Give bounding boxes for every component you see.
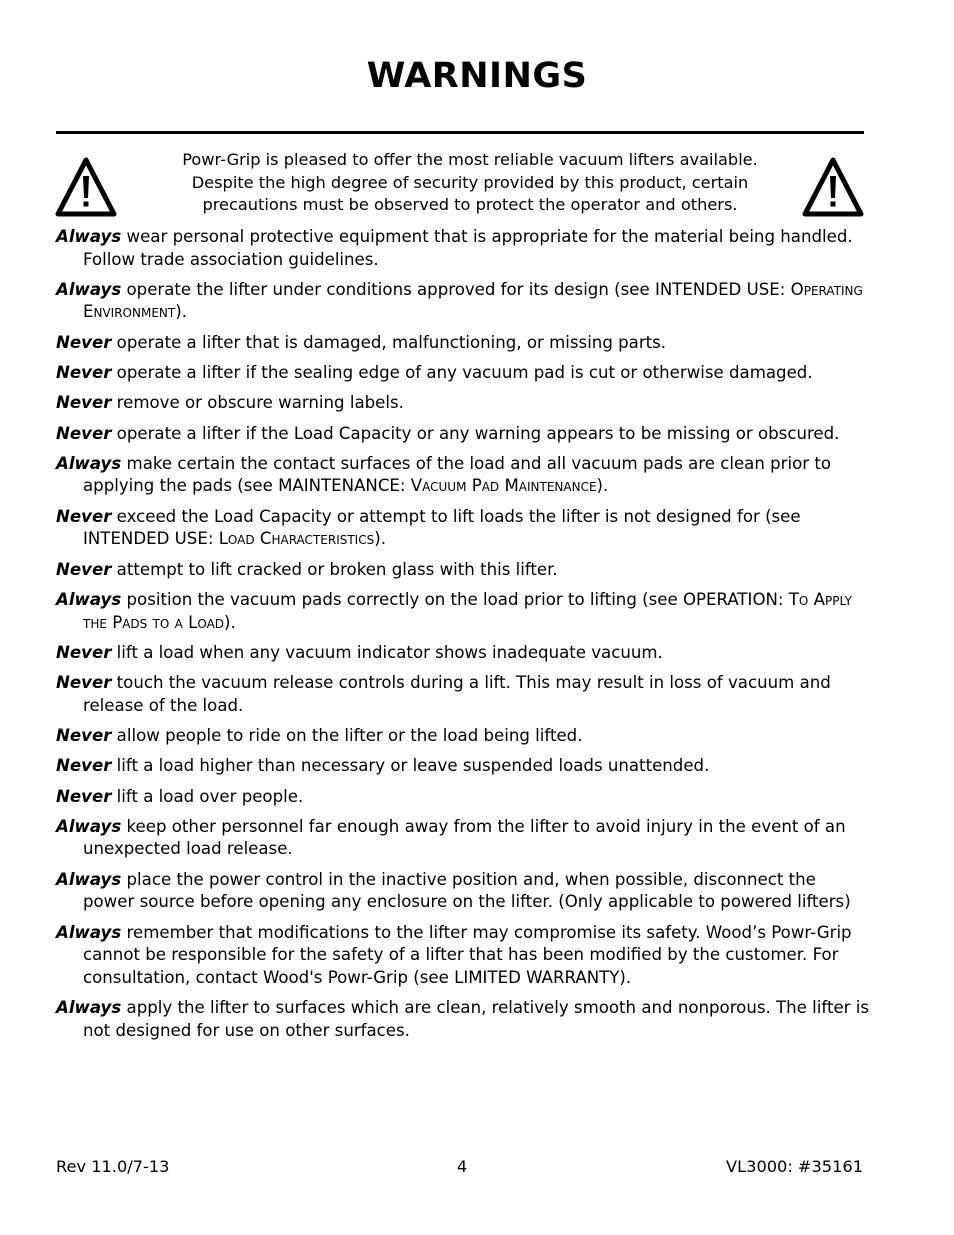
footer-page-number: 4 <box>456 1157 468 1176</box>
warning-keyword: Never <box>56 725 112 745</box>
warning-text: lift a load higher than necessary or leave suspended loads unattended. <box>111 756 710 776</box>
warning-keyword: Never <box>56 363 112 383</box>
warning-item <box>56 755 871 778</box>
warning-item <box>56 589 871 634</box>
warning-text: operate a lifter if the sealing edge of any vacuum pad is cut or otherwise damaged. <box>111 363 813 383</box>
warning-text: touch the vacuum release controls during a lift. This may result in loss of vacuum and release of the load. <box>83 673 831 715</box>
warnings-list <box>56 226 871 1050</box>
warning-keyword: Never <box>56 642 112 662</box>
warning-text: wear personal protective equipment that is appropriate for the material being handled. Follow trade association guidelines. <box>83 227 853 269</box>
warning-text: lift a load when any vacuum indicator shows inadequate vacuum. <box>111 642 663 662</box>
intro-line: precautions must be observed to protect the operator and others. <box>202 195 738 215</box>
warning-keyword: Always <box>56 279 122 299</box>
warning-item <box>56 226 871 271</box>
warning-text-tail: ). <box>596 476 609 496</box>
warning-item <box>56 642 871 665</box>
warning-text: remember that modifications to the lifter may compromise its safety. Wood’s Powr-Grip cannot be responsible for the safety of a lifter that has been modified by the customer. For consultation, contact Wood's Powr-Grip (see LIMITED WARRANTY). <box>83 922 852 987</box>
warning-keyword: Always <box>56 589 122 609</box>
title-divider <box>56 131 864 134</box>
warning-keyword: Never <box>56 423 112 443</box>
warning-keyword: Always <box>56 869 122 889</box>
warning-item <box>56 392 871 415</box>
warning-text: operate the lifter under conditions approved for its design (see INTENDED USE: <box>121 279 791 299</box>
warning-text-tail: ). <box>175 302 187 322</box>
warning-text: make certain the contact surfaces of the load and all vacuum pads are clean prior to applying the pads (see MAINTENANCE: <box>83 453 832 496</box>
warning-text-tail: ). <box>374 529 386 549</box>
warning-item <box>56 922 871 990</box>
warning-text: attempt to lift cracked or broken glass with this lifter. <box>111 559 558 579</box>
warning-item <box>56 332 871 355</box>
intro-statement <box>150 149 790 217</box>
warning-text-tail: ). <box>224 612 236 632</box>
warning-keyword: Never <box>56 673 112 693</box>
warning-text: operate a lifter if the Load Capacity or any warning appears to be missing or obscured. <box>111 423 840 443</box>
warning-keyword: Always <box>56 816 122 836</box>
warning-keyword: Never <box>56 393 112 413</box>
footer-revision: Rev 11.0/7-13 <box>56 1157 170 1176</box>
warning-text: exceed the Load Capacity or attempt to lift loads the lifter is not designed for (see INTENDED USE: <box>83 506 801 549</box>
warning-item <box>56 279 871 324</box>
warning-text: place the power control in the inactive position and, when possible, disconnect the power source before opening any enclosure on the lifter. (Only applicable to powered lifters) <box>83 869 851 912</box>
warning-keyword: Never <box>56 786 112 806</box>
warning-item <box>56 672 871 717</box>
warning-keyword: Never <box>56 559 112 579</box>
warning-keyword: Always <box>56 227 122 246</box>
warning-text: apply the lifter to surfaces which are clean, relatively smooth and nonporous. The lifter is not designed for use on other surfaces. <box>83 998 870 1040</box>
warning-item <box>56 362 871 385</box>
warning-text: remove or obscure warning labels. <box>111 393 404 413</box>
intro-line: Powr-Grip is pleased to offer the most reliable vacuum lifters available. <box>182 150 758 169</box>
warning-text: position the vacuum pads correctly on the load prior to lifting (see OPERATION: <box>121 589 789 609</box>
warning-item <box>56 816 871 861</box>
warning-keyword: Never <box>56 506 112 526</box>
warning-text: allow people to ride on the lifter or the load being lifted. <box>111 725 583 745</box>
warning-text: operate a lifter that is damaged, malfunctioning, or missing parts. <box>111 332 667 352</box>
warning-keyword: Never <box>56 332 112 352</box>
warning-item <box>56 997 871 1042</box>
warning-triangle-icon <box>801 156 865 218</box>
warning-text: lift a load over people. <box>111 786 304 806</box>
warning-keyword: Never <box>56 756 112 776</box>
warning-item <box>56 423 871 446</box>
warning-item <box>56 506 871 551</box>
warning-item <box>56 786 871 809</box>
warning-item <box>56 559 871 582</box>
section-reference: Operating Environment <box>83 279 863 322</box>
warning-keyword: Always <box>56 453 122 473</box>
section-reference: Vacuum Pad Maintenance <box>410 476 597 496</box>
warning-item <box>56 869 871 914</box>
section-reference: Load Characteristics <box>218 529 375 549</box>
warning-item <box>56 725 871 748</box>
section-reference: To Apply <box>788 589 852 609</box>
intro-line: Despite the high degree of security provided by this product, certain <box>191 172 749 192</box>
section-reference: the Pads to a Load <box>83 612 225 632</box>
page-title: WARNINGS <box>366 56 588 96</box>
warning-keyword: Always <box>56 922 122 942</box>
footer-doc-id: VL3000: #35161 <box>726 1157 863 1176</box>
warning-keyword: Always <box>56 998 122 1017</box>
warning-item <box>56 453 871 498</box>
warning-triangle-icon <box>54 156 118 218</box>
warning-text: keep other personnel far enough away from the lifter to avoid injury in the event of an unexpected load release. <box>83 816 846 859</box>
